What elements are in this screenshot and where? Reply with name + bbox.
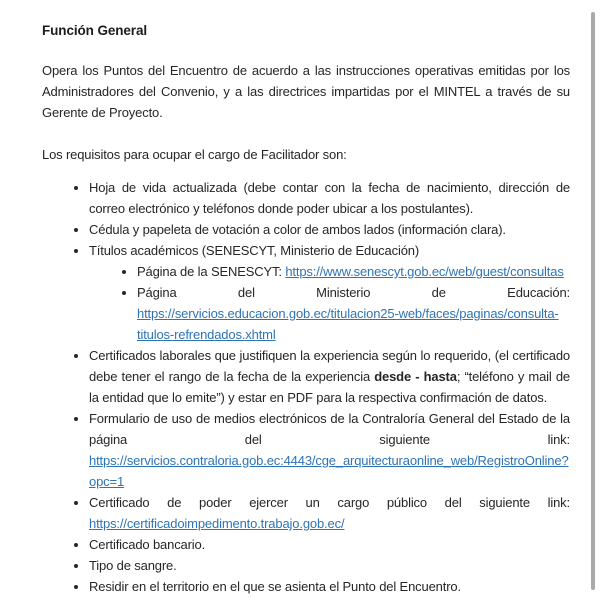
text-segment: Certificado bancario. — [89, 537, 206, 552]
requirement-item — [89, 345, 570, 408]
requirement-item — [89, 240, 570, 345]
text-segment: Página del Ministerio de Educación: — [137, 285, 570, 300]
text-segment: Certificados laborales que justifiquen la experiencia según lo requerido, (el certificado debe tener el rango de la fecha de la experiencia — [89, 348, 570, 384]
bold-text-segment: desde - hasta — [374, 369, 457, 384]
requirements-lead: Los requisitos para ocupar el cargo de Facilitador son: — [42, 147, 347, 162]
intro-paragraph: Opera los Puntos del Encuentro de acuerdo a las instrucciones operativas emitidas por los Administradores del Convenio, y a las directrices impartidas por el MINTEL a través de su Gerente de Proyecto. — [42, 63, 570, 120]
requirement-item — [89, 534, 570, 555]
sub-requirement-item — [137, 282, 570, 345]
text-segment: ; “teléfono y mail de la entidad que lo emite”) y estar en PDF para la respectiva confirmación de datos. — [89, 369, 571, 405]
text-segment: Títulos académicos (SENESCYT, Ministerio de Educación) — [89, 243, 420, 258]
requirement-link[interactable]: https://certificadoimpedimento.trabajo.gob.ec/ — [89, 516, 345, 531]
requirement-link[interactable]: https://www.senescyt.gob.ec/web/guest/consultas — [285, 264, 564, 279]
text-segment: Formulario de uso de medios electrónicos de la Contraloría General del Estado de la página del siguiente link: — [89, 411, 570, 447]
requirement-link[interactable]: https://servicios.contraloria.gob.ec:4443/cge_arquitecturaonline_web/RegistroOnline?opc=1 — [89, 453, 569, 489]
text-segment: Página de la SENESCYT: — [137, 264, 286, 279]
requirement-item — [89, 492, 570, 534]
text-segment: Hoja de vida actualizada (debe contar con la fecha de nacimiento, dirección de correo electrónico y teléfonos donde poder ubicar a los postulantes). — [89, 180, 570, 216]
section-heading: Función General — [42, 23, 148, 38]
requirement-item — [89, 555, 570, 576]
requirement-item — [89, 576, 570, 597]
text-segment: Cédula y papeleta de votación a color de ambos lados (información clara). — [89, 222, 506, 237]
sub-requirement-item — [137, 261, 570, 282]
text-segment: Residir en el territorio en el que se asienta el Punto del Encuentro. — [89, 579, 461, 594]
requirement-item — [89, 177, 570, 219]
requirements-list — [42, 177, 570, 597]
requirement-sublist — [89, 261, 570, 345]
requirement-link[interactable]: https://servicios.educacion.gob.ec/titulacion25-web/faces/paginas/consulta-titulos-refrendados.xhtml — [137, 306, 559, 342]
requirement-item — [89, 408, 570, 492]
requirement-item — [89, 219, 570, 240]
scrollbar[interactable] — [591, 12, 595, 590]
text-segment: Tipo de sangre. — [89, 558, 177, 573]
text-segment: Certificado de poder ejercer un cargo público del siguiente link: — [89, 495, 570, 510]
